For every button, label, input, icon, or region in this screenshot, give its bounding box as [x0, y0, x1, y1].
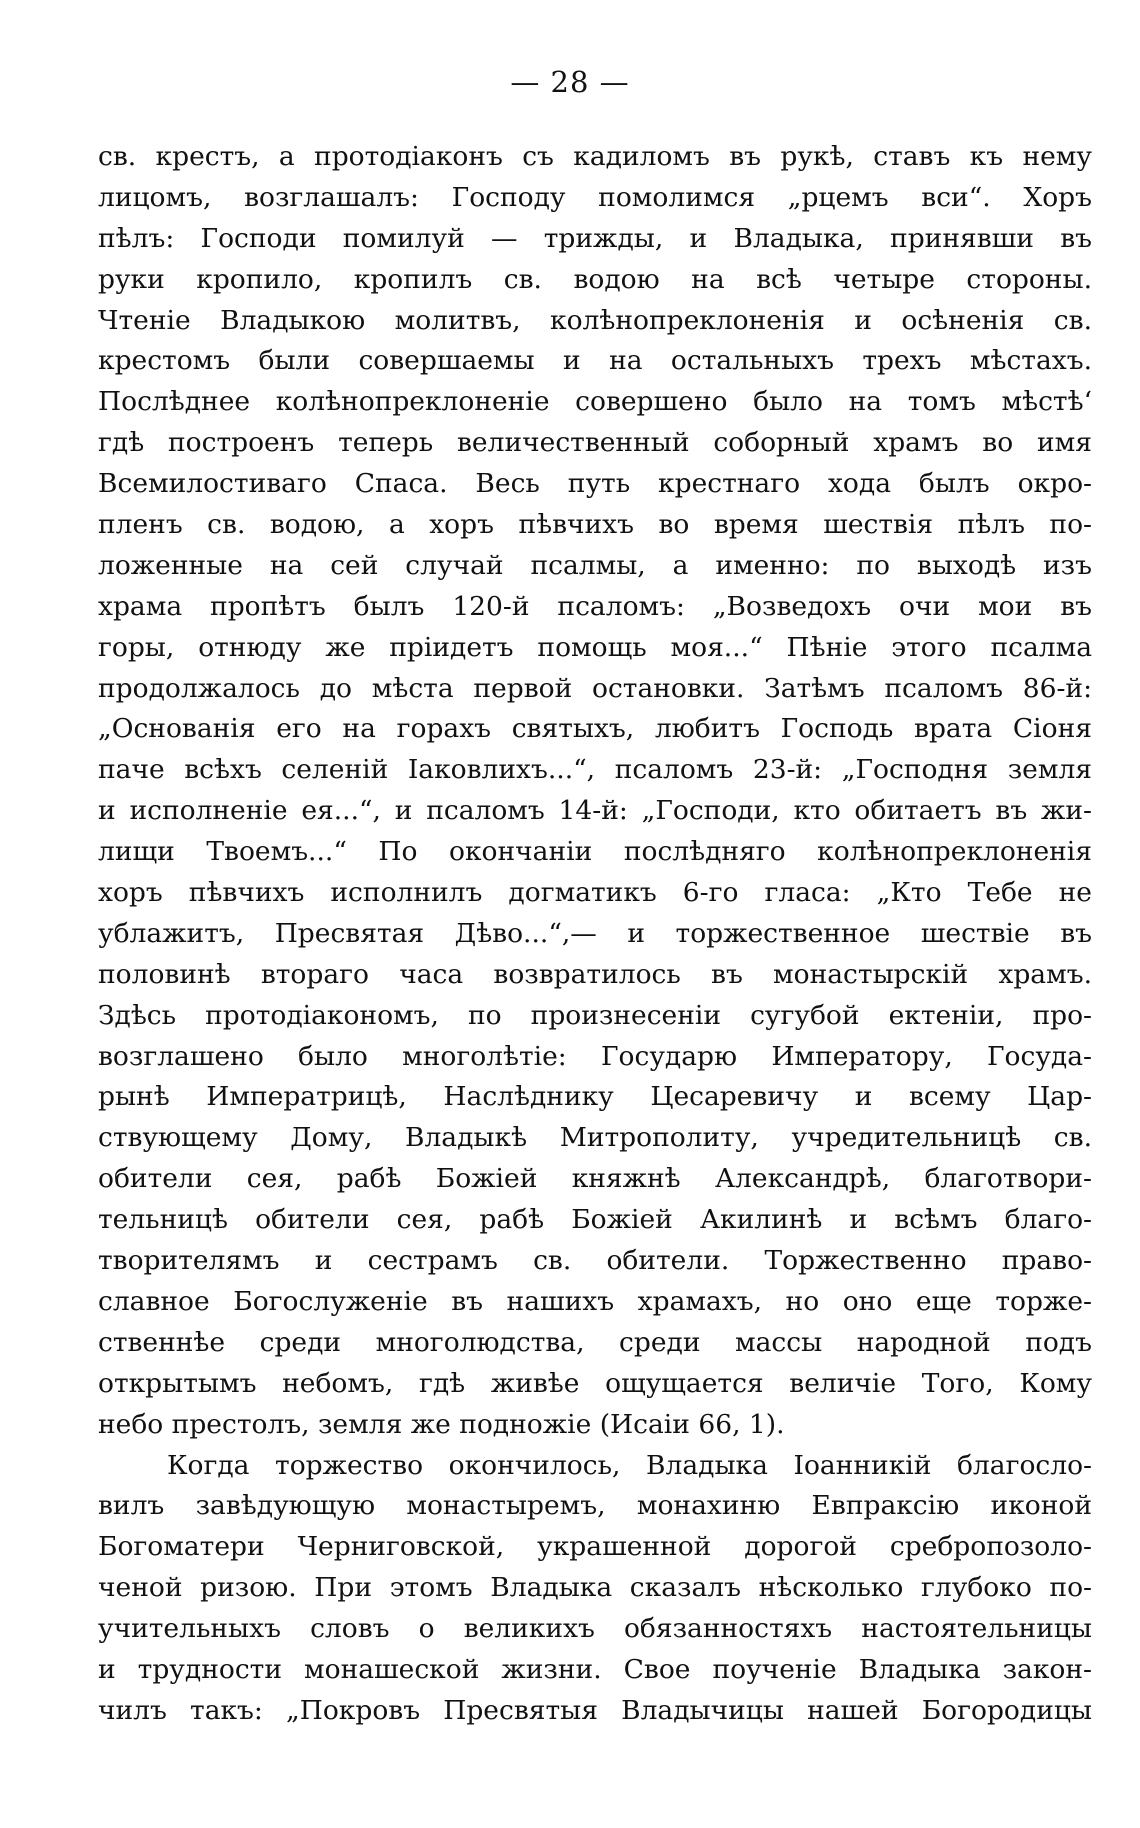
- text-line: ченой ризою. При этомъ Владыка сказалъ нѣсколько глубоко по-: [98, 1572, 1092, 1604]
- text-line: открытымъ небомъ, гдѣ живѣе ощущается величіе Того, Кому: [98, 1367, 1092, 1399]
- text-line: продолжалось до мѣста первой остановки. Затѣмъ псаломъ 86-й:: [98, 672, 1092, 704]
- text-line: ложенные на сей случай псалмы, а именно: по выходѣ изъ: [98, 549, 1092, 581]
- text-line: пленъ св. водою, а хоръ пѣвчихъ во время шествія пѣлъ по-: [98, 509, 1092, 541]
- text-line: храма пропѣтъ былъ 120-й псаломъ: „Возведохъ очи мои въ: [98, 590, 1092, 622]
- paragraph-1: [98, 137, 1092, 1446]
- text-line: лищи Твоемъ...“ По окончаніи послѣдняго колѣнопреклоненія: [98, 836, 1092, 868]
- text-line: крестомъ были совершаемы и на остальныхъ трехъ мѣстахъ.: [98, 345, 1092, 377]
- text-line: возглашено было многолѣтіе: Государю Императору, Госуда-: [98, 1040, 1092, 1072]
- text-line: учительныхъ словъ о великихъ обязанностяхъ настоятельницы: [98, 1613, 1092, 1645]
- text-line: тельницѣ обители сея, рабѣ Божіей Акилинѣ и всѣмъ благо-: [98, 1204, 1092, 1236]
- text-body: [98, 137, 1092, 1732]
- text-line: Чтеніе Владыкою молитвъ, колѣнопреклоненія и осѣненія св.: [98, 304, 1092, 336]
- text-line: ствующему Дому, Владыкѣ Митрополиту, учредительницѣ св.: [98, 1122, 1092, 1154]
- text-line: Всемилостиваго Спаса. Весь путь крестнаго хода былъ окро-: [98, 468, 1092, 500]
- text-line: пѣлъ: Господи помилуй — трижды, и Владыка, принявши въ: [98, 222, 1092, 254]
- text-line: паче всѣхъ селеній Іаковлихъ...“, псаломъ 23-й: „Господня земля: [98, 754, 1092, 786]
- text-line: и трудности монашеской жизни. Свое поученіе Владыка закон-: [98, 1653, 1092, 1685]
- text-line: Богоматери Черниговской, украшенной дорогой сребропозоло-: [98, 1531, 1092, 1563]
- text-line: половинѣ втораго часа возвратилось въ монастырскій храмъ.: [98, 958, 1092, 990]
- text-line: ственнѣе среди многолюдства, среди массы народной подъ: [98, 1326, 1092, 1358]
- text-line: творителямъ и сестрамъ св. обители. Торжественно право-: [98, 1245, 1092, 1277]
- text-line: Здѣсь протодіакономъ, по произнесеніи сугубой ектеніи, про-: [98, 999, 1092, 1031]
- text-line: небо престолъ, земля же подножіе (Исаіи 66, 1).: [98, 1408, 785, 1440]
- text-line: Когда торжество окончилось, Владыка Іоанникій благосло-: [167, 1449, 1092, 1481]
- text-line: „Основанія его на горахъ святыхъ, любитъ Господь врата Сіоня: [98, 713, 1092, 745]
- text-line: хоръ пѣвчихъ исполнилъ догматикъ 6-го гласа: „Кто Тебе не: [98, 877, 1092, 909]
- text-line: гдѣ построенъ теперь величественный соборный храмъ во имя: [98, 427, 1092, 459]
- text-line: руки кропило, кропилъ св. водою на всѣ четыре стороны.: [98, 263, 1092, 295]
- text-line: рынѣ Императрицѣ, Наслѣднику Цесаревичу и всему Цар-: [98, 1081, 1092, 1113]
- paragraph-2: [98, 1446, 1092, 1732]
- text-line: ублажитъ, Пресвятая Дѣво...“,— и торжественное шествіе въ: [98, 917, 1092, 949]
- page-number: — 28 —: [510, 65, 630, 99]
- text-line: горы, отнюду же пріидетъ помощь моя...“ Пѣніе этого псалма: [98, 631, 1092, 663]
- text-line: славное Богослуженіе въ нашихъ храмахъ, но оно еще торже-: [98, 1285, 1092, 1317]
- text-line: вилъ завѣдующую монастыремъ, монахиню Евпраксію иконой: [98, 1490, 1092, 1522]
- text-line: чилъ такъ: „Покровъ Пресвятыя Владычицы нашей Богородицы: [98, 1694, 1092, 1726]
- text-line: обители сея, рабѣ Божіей княжнѣ Александрѣ, благотвори-: [98, 1163, 1092, 1195]
- text-line: св. крестъ, а протодіаконъ съ кадиломъ въ рукѣ, ставъ къ нему: [98, 141, 1092, 172]
- text-line: и исполненіе ея...“, и псаломъ 14-й: „Господи, кто обитаетъ въ жи-: [98, 795, 1092, 827]
- text-line: Послѣднее колѣнопреклоненіе совершено было на томъ мѣстѣ‘: [98, 386, 1092, 418]
- text-line: лицомъ, возглашалъ: Господу помолимся „рцемъ вси“. Хоръ: [98, 181, 1092, 213]
